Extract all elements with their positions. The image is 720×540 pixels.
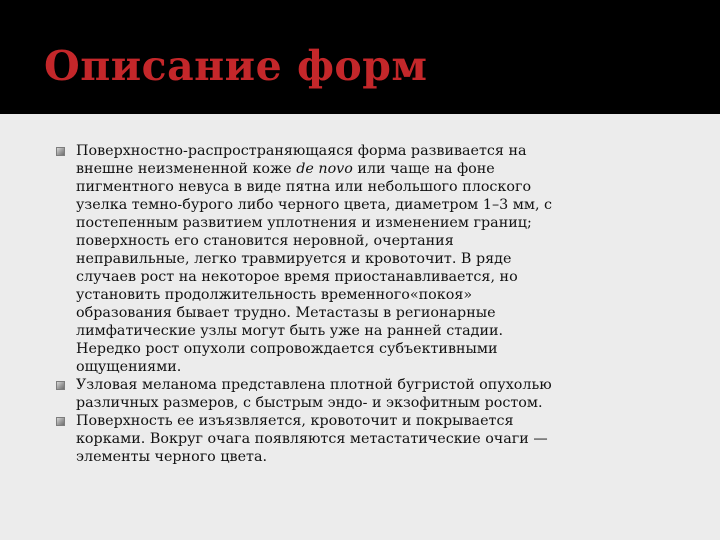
text-line: Узловая меланома представлена плотной бугристой опухолью bbox=[76, 377, 552, 393]
text-line: различных размеров, с быстрым эндо- и экзофитным ростом. bbox=[76, 395, 543, 411]
text-line: Нередко рост опухоли сопровождается субъективными bbox=[76, 341, 498, 357]
text-line: Поверхность ее изъязвляется, кровоточит и покрывается bbox=[76, 413, 514, 429]
text-line: ощущениями. bbox=[76, 359, 182, 375]
square-bullet-icon bbox=[56, 381, 65, 390]
bullet-item-superficial bbox=[56, 142, 706, 376]
bullet-item-nodular bbox=[56, 376, 706, 412]
text-line: неправильные, легко травмируется и кровоточит. В ряде bbox=[76, 251, 512, 267]
title-band bbox=[0, 0, 720, 114]
text-line: Поверхностно-распространяющаяся форма развивается на bbox=[76, 143, 527, 159]
text-line: поверхность его становится неровной, очертания bbox=[76, 233, 454, 249]
text-line: корками. Вокруг очага появляются метастатические очаги — bbox=[76, 431, 548, 447]
text-line: пигментного невуса в виде пятна или небольшого плоского bbox=[76, 179, 532, 195]
latin-term: de novo bbox=[296, 161, 353, 177]
slide-content bbox=[56, 142, 706, 466]
text-line: внешне неизмененной коже de novo или чаще на фоне bbox=[76, 161, 495, 177]
text-line: элементы черного цвета. bbox=[76, 449, 268, 465]
text-line: случаев рост на некоторое время приостанавливается, но bbox=[76, 269, 518, 285]
square-bullet-icon bbox=[56, 147, 65, 156]
text-line: образования бывает трудно. Метастазы в регионарные bbox=[76, 305, 496, 321]
bullet-item-surface bbox=[56, 412, 706, 466]
square-bullet-icon bbox=[56, 417, 65, 426]
slide-title: Описание форм bbox=[44, 42, 428, 90]
text-line: узелка темно-бурого либо черного цвета, диаметром 1–3 мм, с bbox=[76, 197, 553, 213]
text-line: постепенным развитием уплотнения и изменением границ; bbox=[76, 215, 532, 231]
bullet-list bbox=[56, 142, 706, 466]
text-line: лимфатические узлы могут быть уже на ранней стадии. bbox=[76, 323, 504, 339]
text-line: установить продолжительность временного«покоя» bbox=[76, 287, 473, 303]
